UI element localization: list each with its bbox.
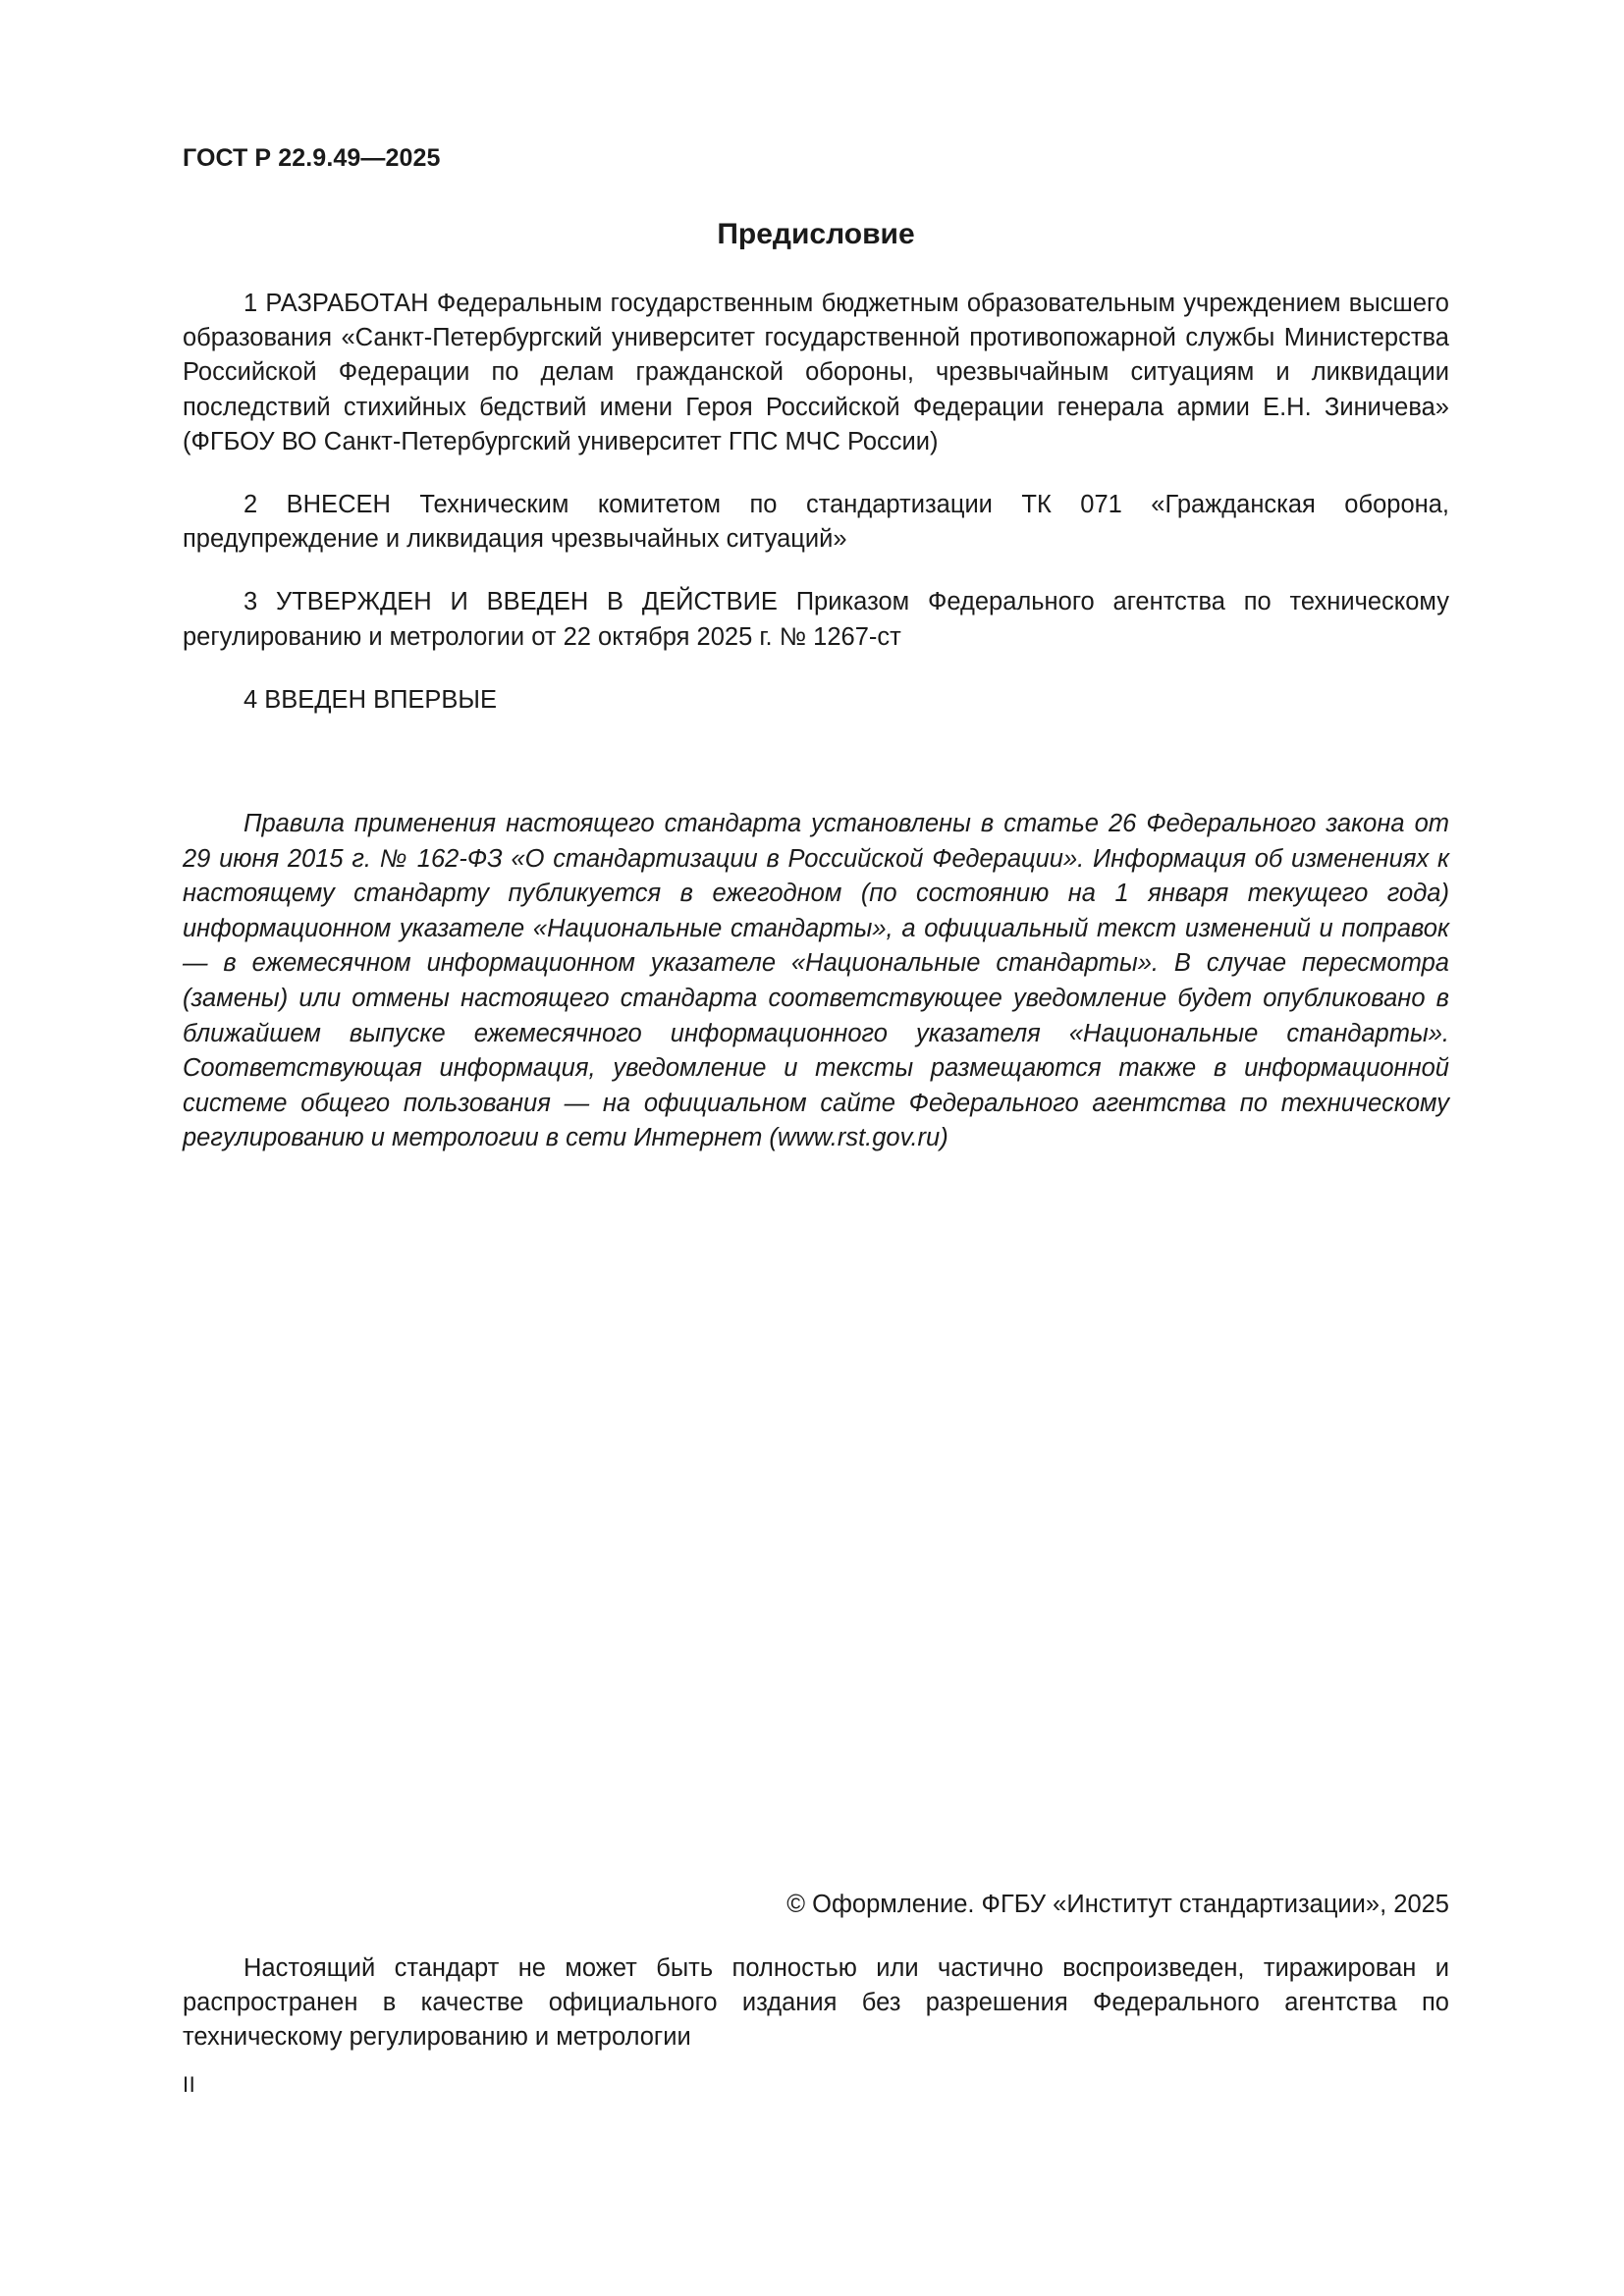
- clause-item-2: 2 ВНЕСЕН Техническим комитетом по стандартизации ТК 071 «Гражданская оборона, предупреждение и ликвидация чрезвычайных ситуаций»: [183, 491, 1449, 554]
- clause-item-1: 1 РАЗРАБОТАН Федеральным государственным бюджетным образовательным учреждением высшего образования «Санкт-Петербургский университет государственной противопожарной службы Министерства Российской Федерации по делам гражданской обороны, чрезвычайным ситуациям и ликвидации последствий стихийных бедствий имени Героя Российской Федерации генерала армии Е.Н. Зиничева» (ФГБОУ ВО Санкт-Петербургский университет ГПС МЧС России): [183, 290, 1449, 455]
- clause-item-4: 4 ВВЕДЕН ВПЕРВЫЕ: [244, 685, 498, 714]
- page-number: II: [183, 2072, 196, 2097]
- reproduction-restriction-text: Настоящий стандарт не может быть полностью или частично воспроизведен, тиражирован и распространен в качестве официального издания без разрешения Федерального агентства по техническому регулированию и метрологии: [183, 1954, 1449, 2052]
- application-rules-note-text: Правила применения настоящего стандарта установлены в статье 26 Федерального закона от 29 июня 2015 г. № 162-ФЗ «О стандартизации в Российской Федерации». Информация об изменениях к настоящему стандарту публикуется в ежегодном (по состоянию на 1 января текущего года) информационном указателе «Национальные стандарты», а официальный текст изменений и поправок — в ежемесячном информационном указателе «Национальные стандарты». В случае пересмотра (замены) или отмены настоящего стандарта соответствующее уведомление будет опубликовано в ближайшем выпуске ежемесячного информационного указателя «Национальные стандарты». Соответствующая информация, уведомление и тексты размещаются также в информационной системе общего пользования — на официальном сайте Федерального агентства по техническому регулированию и метрологии в сети Интернет (www.rst.gov.ru): [183, 810, 1449, 1152]
- clause-item-3: 3 УТВЕРЖДЕН И ВВЕДЕН В ДЕЙСТВИЕ Приказом Федерального агентства по техническому регулированию и метрологии от 22 октября 2025 г. № 1267-ст: [183, 588, 1449, 651]
- application-rules-note: [183, 807, 1449, 1156]
- foreword-clause-list: [183, 287, 1449, 718]
- page-title: Предисловие: [717, 218, 915, 250]
- copyright-line: © Оформление. ФГБУ «Институт стандартизации», 2025: [786, 1891, 1449, 1918]
- reproduction-restriction: [183, 1951, 1449, 2056]
- running-head: ГОСТ Р 22.9.49—2025: [183, 144, 441, 172]
